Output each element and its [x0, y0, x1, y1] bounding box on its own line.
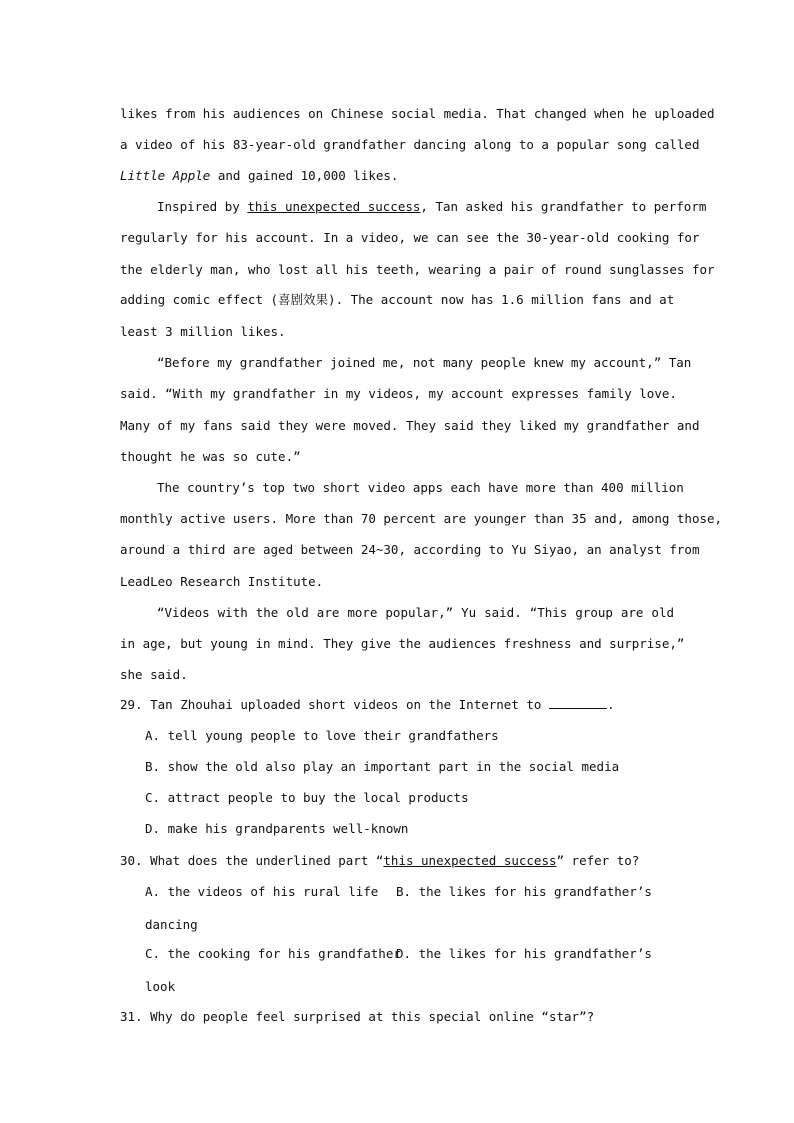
answer-blank — [549, 696, 607, 709]
passage-line: likes from his audiences on Chinese social media. That changed when he uploaded — [120, 106, 715, 121]
passage-text: and gained 10,000 likes. — [210, 168, 399, 183]
question-text: ” refer to? — [556, 853, 640, 868]
passage-line: in age, but young in mind. They give the audiences freshness and surprise,” — [120, 636, 685, 651]
passage-line: monthly active users. More than 70 percent are younger than 35 and, among those, — [120, 511, 723, 526]
question-29-stem — [120, 695, 674, 715]
question-30-stem — [120, 851, 674, 871]
option-row — [145, 944, 674, 964]
option-a: A. tell young people to love their grandfathers — [145, 728, 499, 743]
option-b: B. show the old also play an important part in the social media — [145, 759, 620, 774]
passage-line: Many of my fans said they were moved. They said they liked my grandfather and — [120, 418, 700, 433]
option-c: C. the cooking for his grandfather — [145, 946, 401, 961]
option-c: C. attract people to buy the local products — [145, 790, 469, 805]
passage-text: Inspired by — [157, 199, 248, 214]
passage-line — [120, 166, 674, 186]
underlined-phrase: this unexpected success — [383, 853, 557, 868]
underlined-phrase: this unexpected success — [247, 199, 421, 214]
passage-line: “Before my grandfather joined me, not many people knew my account,” Tan — [157, 355, 692, 370]
song-title: Little Apple — [120, 168, 211, 183]
passage-line: thought he was so cute.” — [120, 449, 301, 464]
option-row — [145, 882, 674, 902]
passage-text: , Tan asked his grandfather to perform — [420, 199, 707, 214]
option-d: D. make his grandparents well-known — [145, 821, 409, 836]
question-text: 29. Tan Zhouhai uploaded short videos on the Internet to — [120, 697, 549, 712]
passage-line: The country’s top two short video apps each have more than 400 million — [157, 480, 684, 495]
passage-line: adding comic effect (喜剧效果). The account now has 1.6 million fans and at — [120, 292, 675, 307]
passage-line: said. “With my grandfather in my videos, my account expresses family love. — [120, 386, 677, 401]
passage-line: least 3 million likes. — [120, 324, 286, 339]
passage-line: a video of his 83-year-old grandfather dancing along to a popular song called — [120, 137, 700, 152]
passage-line: “Videos with the old are more popular,” Yu said. “This group are old — [157, 605, 674, 620]
passage-line — [157, 197, 707, 217]
option-b-continued: dancing — [145, 917, 198, 932]
question-31-stem: 31. Why do people feel surprised at this special online “star”? — [120, 1009, 595, 1024]
option-b: B. the likes for his grandfather’s — [396, 884, 652, 899]
option-a: A. the videos of his rural life — [145, 884, 379, 899]
passage-line: the elderly man, who lost all his teeth, wearing a pair of round sunglasses for — [120, 262, 715, 277]
option-d-continued: look — [145, 979, 176, 994]
passage-line: around a third are aged between 24~30, according to Yu Siyao, an analyst from — [120, 542, 700, 557]
passage-line: LeadLeo Research Institute. — [120, 574, 324, 589]
question-text: . — [606, 697, 615, 712]
passage-line: regularly for his account. In a video, we can see the 30-year-old cooking for — [120, 230, 700, 245]
option-d: D. the likes for his grandfather’s — [396, 946, 652, 961]
question-text: 30. What does the underlined part “ — [120, 853, 384, 868]
passage-line: she said. — [120, 667, 188, 682]
